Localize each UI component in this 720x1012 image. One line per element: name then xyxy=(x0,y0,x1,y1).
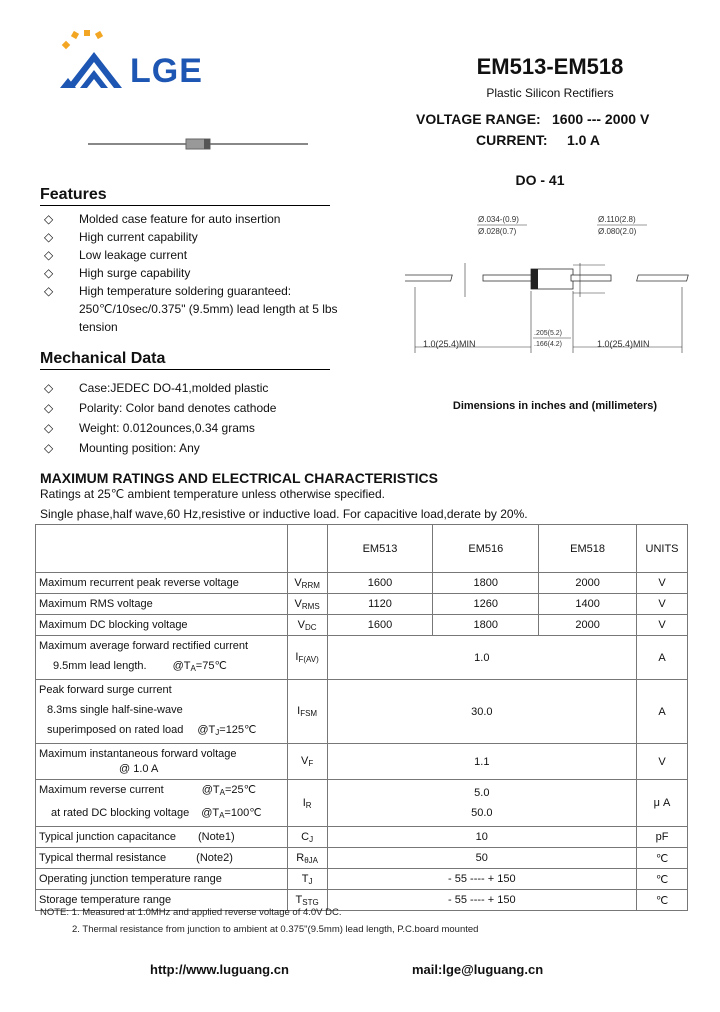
table-row: Typical thermal resistance (Note2) $R_{\theta JA}$ 50 ℃ xyxy=(36,848,688,869)
logo-text: LGE xyxy=(130,52,203,90)
table-row: Maximum recurrent peak reverse voltage $V_{RRM}$ 1600 1800 2000 V xyxy=(36,573,688,594)
subtitle: Plastic Silicon Rectifiers xyxy=(486,86,614,100)
diamond-bullet-icon: ◇ xyxy=(44,212,54,226)
diamond-bullet-icon: ◇ xyxy=(44,401,54,415)
list-item: ◇ High surge capability xyxy=(40,264,338,282)
table-row: Maximum RMS voltage $V_{RMS}$ 1120 1260 1400 V xyxy=(36,594,688,615)
list-item: ◇ Case:JEDEC DO-41,molded plastic xyxy=(40,379,276,397)
col-units: UNITS xyxy=(637,525,688,573)
note-line-1: NOTE: 1. Measured at 1.0MHz and applied reverse voltage of 4.0V DC. xyxy=(40,907,342,918)
voltage-value: 1600 --- 2000 V xyxy=(552,111,650,127)
current-label: CURRENT: xyxy=(476,132,548,148)
ratings-table xyxy=(35,524,688,911)
table-row: Maximum DC blocking voltage $V_{DC}$ 1600 1800 2000 V xyxy=(36,615,688,636)
part-number: EM513-EM518 xyxy=(476,54,624,79)
current-value: 1.0 A xyxy=(567,132,600,148)
dimension-drawing xyxy=(405,205,695,365)
list-item: ◇ High temperature soldering guaranteed: xyxy=(40,282,338,300)
voltage-label: VOLTAGE RANGE: xyxy=(416,111,541,127)
body-length-top: .205(5.2) xyxy=(534,330,563,337)
features-title: Features xyxy=(40,186,330,206)
diamond-bullet-icon: ◇ xyxy=(44,266,54,280)
table-row: Operating junction temperature range $T_J$ - 55 ---- + 150 ℃ xyxy=(36,869,688,890)
col-em518: EM518 xyxy=(539,525,637,573)
lead-length-left: 1.0(25.4)MIN xyxy=(423,339,476,349)
dimension-caption: Dimensions in inches and (millimeters) xyxy=(452,400,658,412)
ratings-note-2: Single phase,half wave,60 Hz,resistive or inductive load. For capacitive load,derate by 20%. xyxy=(40,507,528,521)
features-list xyxy=(40,210,338,336)
table-header-row xyxy=(36,525,688,573)
list-item: ◇ Polarity: Color band denotes cathode xyxy=(40,399,276,417)
body-diameter-bottom: Ø.080(2.0) xyxy=(598,227,637,236)
list-item: ◇ Molded case feature for auto insertion xyxy=(40,210,338,228)
list-item: tension xyxy=(79,320,118,334)
diode-picture xyxy=(88,137,308,151)
company-logo xyxy=(58,30,130,92)
diamond-bullet-icon: ◇ xyxy=(44,248,54,262)
email-link[interactable]: mail:lge@luguang.cn xyxy=(412,962,544,977)
col-em516: EM516 xyxy=(433,525,539,573)
diamond-bullet-icon: ◇ xyxy=(44,230,54,244)
lead-length-right: 1.0(25.4)MIN xyxy=(597,339,650,349)
list-item: ◇ Low leakage current xyxy=(40,246,338,264)
note-line-2: 2. Thermal resistance from junction to ambient at 0.375"(9.5mm) lead length, P.C.board mounted xyxy=(72,924,479,935)
diamond-bullet-icon: ◇ xyxy=(44,441,54,455)
notes xyxy=(40,904,478,938)
table-row: Maximum reverse current $@T_A=25℃$ at rated DC blocking voltage $@T_A=100℃$ $I_R$ 5.0 50.0 μ A xyxy=(36,780,688,827)
list-item: ◇ High current capability xyxy=(40,228,338,246)
table-row: Storage temperature range $T_{STG}$ - 55 ---- + 150 ℃ xyxy=(36,890,688,911)
ratings-title: MAXIMUM RATINGS AND ELECTRICAL CHARACTERISTICS xyxy=(40,470,438,486)
website-link[interactable]: http://www.luguang.cn xyxy=(150,962,289,977)
package-label: DO - 41 xyxy=(515,172,565,188)
table-row: Maximum average forward rectified current 9.5mm lead length. $@T_A=75℃$ $I_{F(AV)}$ 1.0 A xyxy=(36,636,688,680)
list-item: ◇ Weight: 0.012ounces,0.34 grams xyxy=(40,419,276,437)
diamond-bullet-icon: ◇ xyxy=(44,381,54,395)
body-length-bottom: .166(4.2) xyxy=(534,341,563,348)
diamond-bullet-icon: ◇ xyxy=(44,421,54,435)
table-row: Typical junction capacitance (Note1) $C_J$ 10 pF xyxy=(36,827,688,848)
lead-diameter-bottom: Ø.028(0.7) xyxy=(478,227,517,236)
list-item: 250℃/10sec/0.375" (9.5mm) lead length at 5 lbs xyxy=(79,302,338,316)
table-row: Maximum instantaneous forward voltage @ 1.0 A $V_F$ 1.1 V xyxy=(36,744,688,780)
ratings-note-1: Ratings at 25℃ ambient temperature unless otherwise specified. xyxy=(40,487,385,501)
body-diameter-top: Ø.110(2.8) xyxy=(598,215,636,224)
col-em513: EM513 xyxy=(327,525,433,573)
lead-diameter-top: Ø.034-(0.9) xyxy=(478,215,519,224)
mechanical-title: Mechanical Data xyxy=(40,350,330,370)
list-item: ◇ Mounting position: Any xyxy=(40,439,276,457)
table-row: Peak forward surge current 8.3ms single half-sine-wave superimposed on rated load $@T_J=125℃$ $I_{FSM}$ 30.0 A xyxy=(36,680,688,744)
diamond-bullet-icon: ◇ xyxy=(44,284,54,298)
mechanical-list xyxy=(40,379,276,457)
